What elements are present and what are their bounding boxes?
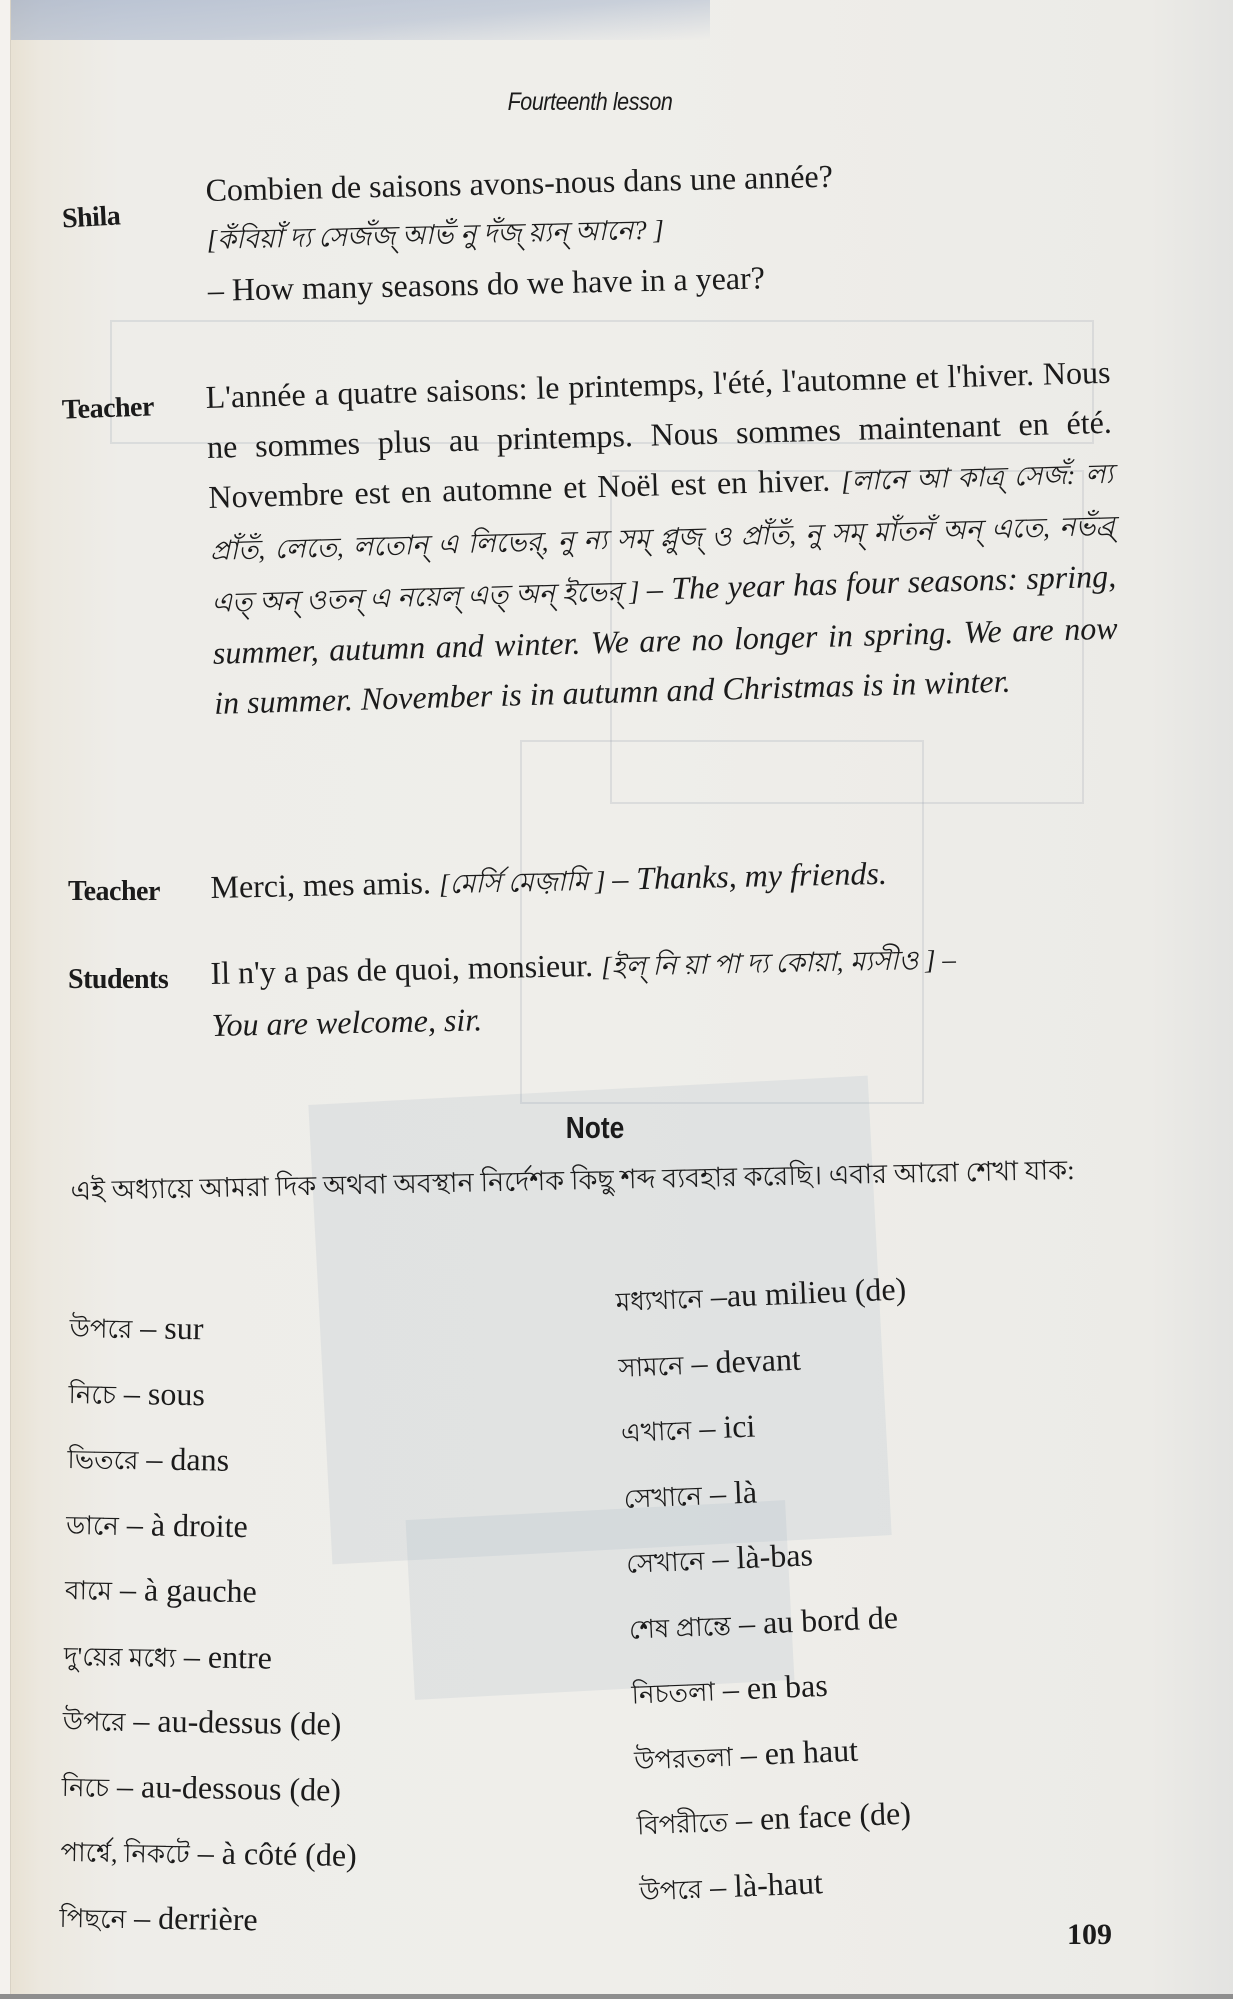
french-word: à gauche xyxy=(143,1571,258,1610)
vocab-item xyxy=(61,1766,358,1837)
separator: – xyxy=(701,1867,735,1905)
vocab-item xyxy=(65,1504,362,1575)
vocab-item xyxy=(623,1467,916,1544)
bengali-word: পার্শ্বে, নিকটে xyxy=(60,1837,190,1870)
bengali-word: উপরে xyxy=(638,1874,703,1906)
bengali-word: সামনে xyxy=(617,1350,685,1383)
english-line: – How many seasons do we have in a year? xyxy=(207,259,766,308)
french-word: au-dessous (de) xyxy=(140,1767,342,1808)
bengali-word: সেখানে xyxy=(625,1546,706,1579)
english-text: – The year has four seasons: spring, summer, autumn and winter. We are no longer in spring. We are now in summer. November is in autumn and Christmas is in winter. xyxy=(212,557,1118,721)
vocab-item xyxy=(631,1663,924,1740)
utterance xyxy=(210,843,1111,914)
bengali-word: বিপরীতে xyxy=(636,1807,729,1841)
bengali-word: শেষ প্রান্তে xyxy=(628,1611,732,1645)
page-bottom-edge xyxy=(0,1994,1233,1999)
english-line: You are welcome, sir. xyxy=(211,1001,483,1043)
separator: – xyxy=(731,1734,766,1773)
french-text: L'année a quatre saisons: le printemps, l'été, l'automne et l'hiver. Nous ne sommes plus au printemps. Nous sommes maintenant en été. Novembre est en automne et Noël est en hiver. xyxy=(205,353,1113,515)
bengali-word: উপরে xyxy=(62,1706,126,1738)
vocab-item xyxy=(615,1270,908,1347)
pronunciation-text: [ইল্ নি য়া পা দ্য কোয়া, ম্যসীও ] – xyxy=(600,944,957,982)
vocab-item xyxy=(69,1308,366,1379)
separator: – xyxy=(727,1800,761,1838)
french-word: dans xyxy=(170,1440,230,1478)
vocab-item xyxy=(626,1532,919,1609)
page-left-edge xyxy=(0,0,11,1999)
utterance xyxy=(210,929,1112,1050)
vocab-item xyxy=(633,1728,926,1805)
separator: – xyxy=(702,1277,728,1315)
speaker-label: Teacher xyxy=(61,391,155,426)
separator: – xyxy=(175,1637,209,1674)
bengali-word: বামে xyxy=(64,1575,113,1606)
french-word: au bord de xyxy=(762,1598,899,1640)
running-head: Fourteenth lesson xyxy=(507,88,673,116)
vocab-item xyxy=(64,1570,361,1641)
french-word: au-dessus (de) xyxy=(157,1702,342,1742)
pronunciation-text: [লানে আ কাত্র্ সেজঁ: ল্য প্রাঁতঁ, লেতে, লতোন্ এ লিভের্, নু ন্য সম্ প্লুজ্ ও প্রাঁতঁ, নু সম্ মাঁতনঁ অন্ এতে, নভঁব্র্ এত্ অন্ ওতন্ এ নয়েল্ এত্ অন্ ইভের্ ] xyxy=(209,458,1116,618)
bengali-word: মধ্যখানে xyxy=(615,1284,704,1317)
bengali-word: দু'য়ের মধ্যে xyxy=(63,1641,177,1673)
vocab-item xyxy=(62,1701,359,1772)
vocab-item xyxy=(636,1794,929,1871)
separator: – xyxy=(118,1505,152,1542)
french-word: à droite xyxy=(150,1505,249,1544)
bengali-word: নিচে xyxy=(61,1772,110,1803)
bengali-word: নিচতলা xyxy=(631,1677,716,1710)
separator: – xyxy=(690,1408,724,1447)
french-word: en face (de) xyxy=(759,1794,912,1837)
utterance xyxy=(205,147,988,315)
separator: – xyxy=(682,1343,717,1381)
page-number: 109 xyxy=(1067,1918,1112,1951)
vocab-item xyxy=(59,1897,356,1968)
french-text: Il n'y a pas de quoi, monsieur. xyxy=(210,946,602,991)
french-word: en bas xyxy=(746,1666,829,1707)
vocab-item xyxy=(63,1635,360,1706)
separator: – xyxy=(108,1767,142,1804)
separator: – xyxy=(115,1374,149,1411)
french-word: là-haut xyxy=(733,1863,824,1904)
speaker-label: Students xyxy=(68,964,169,995)
bengali-word: ভিতরে xyxy=(67,1444,139,1476)
french-word: ici xyxy=(722,1407,756,1445)
french-word: là-bas xyxy=(735,1536,814,1576)
speaker-label: Teacher xyxy=(68,876,160,907)
separator: – xyxy=(132,1309,165,1346)
vocab-item xyxy=(68,1373,365,1444)
vocab-item xyxy=(620,1401,913,1478)
vocab-item xyxy=(618,1336,911,1413)
vocab-list-left xyxy=(59,1308,367,1968)
note-intro: এই অধ্যায়ে আমরা দিক অথবা অবস্থান নির্দেশক কিছু শব্দ ব্যবহার করেছি। এবার আরো শেখা যাক: xyxy=(70,1154,1075,1206)
pronunciation-line: [কঁবিয়াঁ দ্য সেজঁজ্ আভঁ নু দঁজ্ য়্যন্ আনে? ] xyxy=(206,214,665,255)
french-word: derrière xyxy=(157,1899,258,1937)
separator: – xyxy=(730,1603,764,1642)
bengali-word: উপরতলা xyxy=(633,1742,734,1776)
bengali-word: সেখানে xyxy=(623,1481,703,1514)
separator: – xyxy=(111,1570,145,1608)
show-through-box xyxy=(520,740,924,1104)
bengali-word: পিছনে xyxy=(59,1903,127,1934)
french-word: au milieu (de) xyxy=(726,1270,907,1314)
bengali-word: ডানে xyxy=(65,1510,120,1541)
bengali-word: নিচে xyxy=(68,1379,117,1410)
bengali-word: এখানে xyxy=(620,1416,692,1448)
french-line: Combien de saisons avons-nous dans une année? xyxy=(205,157,834,208)
vocab-item xyxy=(60,1832,357,1903)
separator: – xyxy=(701,1473,735,1512)
utterance xyxy=(205,347,1120,728)
french-word: là xyxy=(733,1472,758,1510)
separator: – xyxy=(125,1898,159,1936)
separator: – xyxy=(714,1670,748,1708)
english-text: – Thanks, my friends. xyxy=(611,854,888,897)
separator: – xyxy=(189,1834,223,1871)
vocab-item xyxy=(639,1859,932,1936)
vocab-item xyxy=(67,1439,364,1510)
speaker-label: Shila xyxy=(61,200,121,235)
french-word: entre xyxy=(207,1637,273,1676)
french-word: devant xyxy=(714,1340,802,1380)
pronunciation-text: [মের্সি মেজ়ামি ] xyxy=(438,865,613,900)
french-word: en haut xyxy=(763,1731,859,1771)
bengali-word: উপরে xyxy=(69,1313,133,1345)
top-shadow xyxy=(10,0,710,40)
vocab-item xyxy=(628,1598,921,1675)
french-word: sur xyxy=(164,1309,204,1347)
separator: – xyxy=(138,1440,171,1477)
french-text: Merci, mes amis. xyxy=(210,864,440,905)
french-word: à côté (de) xyxy=(221,1834,358,1874)
french-word: sous xyxy=(147,1374,206,1412)
vocab-list-right xyxy=(615,1270,932,1936)
note-heading: Note xyxy=(565,1110,625,1145)
separator: – xyxy=(125,1702,158,1739)
separator: – xyxy=(703,1539,738,1577)
